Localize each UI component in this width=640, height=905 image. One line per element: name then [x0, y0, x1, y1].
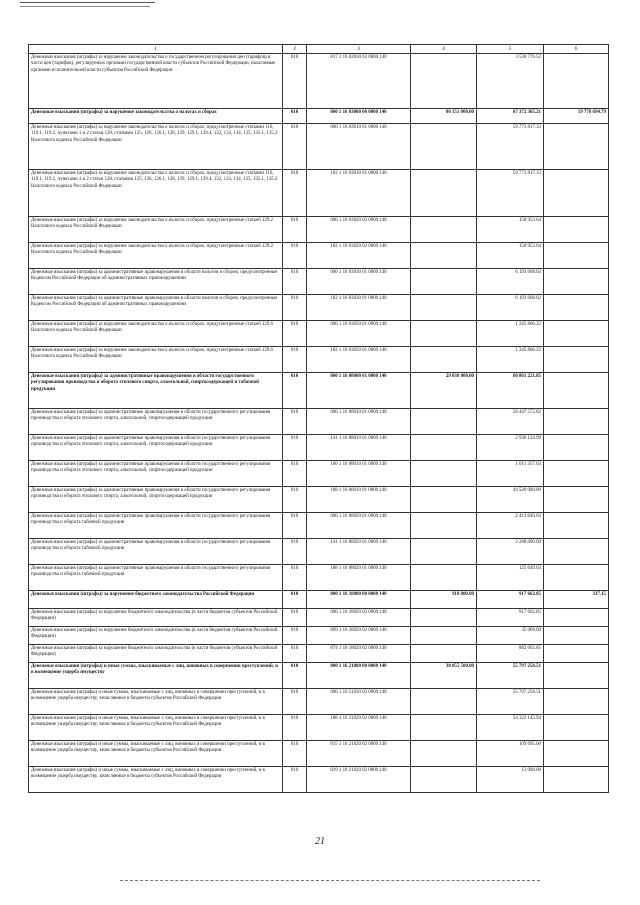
- row-unexecuted-amount: [544, 689, 609, 715]
- row-approved-amount: [411, 409, 477, 435]
- table-row: [29, 409, 609, 435]
- row-executed-amount: 35 000.00: [477, 627, 544, 645]
- row-executed-amount: 109 695.00: [477, 741, 544, 767]
- row-approved-amount: [411, 124, 477, 170]
- table-row: [29, 124, 609, 170]
- row-executed-amount: 6 193 668.02: [477, 295, 544, 321]
- row-name: Денежные взыскания (штрафы) за нарушение законодательства о налогах и сборах, предусмотренные статьей 129.2 Налогового кодекса Российской Федерации: [29, 243, 283, 269]
- row-approved-amount: [411, 513, 477, 539]
- row-budget-code: 141 1 16 08010 01 0000 140: [307, 435, 411, 461]
- row-name: Денежные взыскания (штрафы) за административные правонарушения в области государственного регулирования производства и оборота этилового спирта, алкогольной, спиртосодержащей и табачной продукции: [29, 373, 283, 409]
- row-line-code: 010: [283, 767, 307, 793]
- row-budget-code: 817 1 16 02030 02 0000 140: [307, 54, 411, 109]
- row-line-code: 010: [283, 321, 307, 347]
- row-approved-amount: 86 151 000.00: [411, 109, 477, 124]
- row-line-code: 010: [283, 409, 307, 435]
- row-budget-code: 000 1 16 21020 02 0000 140: [307, 689, 411, 715]
- row-budget-code: 141 1 16 08020 01 0000 140: [307, 539, 411, 565]
- row-unexecuted-amount: [544, 321, 609, 347]
- row-name: Денежные взыскания (штрафы) за административные правонарушения в области государственного регулирования производства и оборота этилового спирта, алкогольной, спиртосодержащей продукции: [29, 487, 283, 513]
- row-executed-amount: 2 413 649.03: [477, 513, 544, 539]
- table-row: [29, 565, 609, 591]
- row-budget-code: 000 1 16 21000 00 0000 140: [307, 663, 411, 689]
- row-approved-amount: [411, 715, 477, 741]
- row-line-code: 010: [283, 109, 307, 124]
- row-executed-amount: 917 662.85: [477, 609, 544, 627]
- row-line-code: 010: [283, 565, 307, 591]
- row-executed-amount: 44 520 080.80: [477, 487, 544, 513]
- row-executed-amount: 3 530 776.52: [477, 54, 544, 109]
- row-budget-code: 000 1 16 03030 01 0000 140: [307, 269, 411, 295]
- row-approved-amount: [411, 609, 477, 627]
- table-row: [29, 54, 609, 109]
- row-budget-code: 160 1 16 08010 01 0000 140: [307, 461, 411, 487]
- column-header-4: 4: [411, 45, 477, 54]
- table-row: [29, 741, 609, 767]
- row-line-code: 010: [283, 539, 307, 565]
- column-header-3: 3: [307, 45, 411, 54]
- row-name: Денежные взыскания (штрафы) за административные правонарушения в области государственного регулирования производства и оборота этилового спирта, алкогольной, спиртосодержащей продукции: [29, 461, 283, 487]
- row-executed-amount: 54 322 145.94: [477, 715, 544, 741]
- row-name: Денежные взыскания (штрафы) за административные правонарушения в области налогов и сборов, предусмотренные Кодексом Российской Федерации об административных правонарушениях: [29, 295, 283, 321]
- row-budget-code: 182 1 16 03010 01 0000 140: [307, 170, 411, 217]
- row-name: Денежные взыскания (штрафы) и иные суммы, взыскиваемые с лиц, виновных в совершении преступлений, и в возмещение ущерба имуществу, зачисляемые в бюджеты субъектов Российской Федерации: [29, 767, 283, 793]
- row-budget-code: 188 1 16 21020 02 0000 140: [307, 715, 411, 741]
- row-line-code: 010: [283, 663, 307, 689]
- row-name: Денежные взыскания (штрафы) за нарушение бюджетного законодательства Российской Федерации: [29, 591, 283, 609]
- row-line-code: 010: [283, 243, 307, 269]
- row-unexecuted-amount: [544, 461, 609, 487]
- row-approved-amount: 918 000.00: [411, 591, 477, 609]
- row-budget-code: 815 1 16 21020 02 0000 140: [307, 741, 411, 767]
- row-name: Денежные взыскания (штрафы) и иные суммы, взыскиваемые с лиц, виновных в совершении преступлений, и в возмещение ущерба имуществу, зачисляемые в бюджеты субъектов Российской Федерации: [29, 689, 283, 715]
- row-executed-amount: 125 649.03: [477, 565, 544, 591]
- table-row: [29, 627, 609, 645]
- row-executed-amount: 1 245 866.22: [477, 347, 544, 373]
- row-executed-amount: 13 000.00: [477, 767, 544, 793]
- row-unexecuted-amount: [544, 295, 609, 321]
- row-executed-amount: 59 773 817.33: [477, 124, 544, 170]
- row-name: Денежные взыскания (штрафы) и иные суммы, взыскиваемые с лиц, виновных в совершении преступлений, и в возмещение ущерба имуществу: [29, 663, 283, 689]
- table-row: [29, 243, 609, 269]
- row-budget-code: 188 1 16 08010 01 0000 140: [307, 487, 411, 513]
- row-unexecuted-amount: [544, 565, 609, 591]
- row-unexecuted-amount: [544, 645, 609, 663]
- row-executed-amount: 1 011 357.03: [477, 461, 544, 487]
- row-executed-amount: 1 245 866.22: [477, 321, 544, 347]
- row-name: Денежные взыскания (штрафы) за нарушение законодательства о налогах и сборах, предусмотренные статьей 129.6 Налогового кодекса Российской Федерации: [29, 347, 283, 373]
- row-line-code: 010: [283, 124, 307, 170]
- row-budget-code: 000 1 16 18000 00 0000 140: [307, 591, 411, 609]
- row-approved-amount: [411, 347, 477, 373]
- row-budget-code: 182 1 16 03020 02 0000 140: [307, 243, 411, 269]
- row-budget-code: 182 1 16 03030 01 0000 140: [307, 295, 411, 321]
- row-budget-code: 000 1 16 03000 00 0000 140: [307, 109, 411, 124]
- row-name: Денежные взыскания (штрафы) за административные правонарушения в области государственного регулирования производства и оборота табачной продукции: [29, 539, 283, 565]
- row-executed-amount: 60 861 221.85: [477, 373, 544, 409]
- row-budget-code: 000 1 16 03050 01 0000 140: [307, 321, 411, 347]
- row-executed-amount: 2 936 134.99: [477, 435, 544, 461]
- row-unexecuted-amount: [544, 347, 609, 373]
- row-unexecuted-amount: [544, 663, 609, 689]
- row-approved-amount: [411, 689, 477, 715]
- table-header-row: [29, 45, 609, 54]
- row-unexecuted-amount: [544, 269, 609, 295]
- table-body: [29, 54, 609, 793]
- row-approved-amount: [411, 243, 477, 269]
- table-row: [29, 461, 609, 487]
- row-line-code: 010: [283, 435, 307, 461]
- row-executed-amount: 2 288 000.00: [477, 539, 544, 565]
- row-line-code: 010: [283, 741, 307, 767]
- row-unexecuted-amount: [544, 373, 609, 409]
- row-approved-amount: [411, 295, 477, 321]
- table-row: [29, 295, 609, 321]
- table-row: [29, 321, 609, 347]
- row-unexecuted-amount: [544, 243, 609, 269]
- row-line-code: 010: [283, 487, 307, 513]
- table-row: [29, 645, 609, 663]
- row-line-code: 010: [283, 373, 307, 409]
- row-executed-amount: 55 797 256.51: [477, 663, 544, 689]
- row-name: Денежные взыскания (штрафы) за нарушение бюджетного законодательства (в части бюджетов субъектов Российской Федерации): [29, 609, 283, 627]
- row-budget-code: 000 1 16 18020 02 0000 140: [307, 609, 411, 627]
- row-executed-amount: 67 372 305.21: [477, 109, 544, 124]
- row-name: Денежные взыскания (штрафы) и иные суммы, взыскиваемые с лиц, виновных в совершении преступлений, и в возмещение ущерба имуществу, зачисляемые в бюджеты субъектов Российской Федерации: [29, 741, 283, 767]
- row-approved-amount: [411, 54, 477, 109]
- table-row: [29, 109, 609, 124]
- table-row: [29, 663, 609, 689]
- row-name: Денежные взыскания (штрафы) за нарушение законодательства о налогах и сборах, предусмотренные статьей 129.2 Налогового кодекса Российской Федерации: [29, 217, 283, 243]
- table-row: [29, 689, 609, 715]
- row-budget-code: 874 1 16 18020 02 0000 140: [307, 645, 411, 663]
- table-row: [29, 435, 609, 461]
- row-line-code: 010: [283, 645, 307, 663]
- row-name: Денежные взыскания (штрафы) за нарушение законодательства о налогах и сборах, предусмотренные статьями 116, 119.1, 119.2, пунктами 1 и 2 статьи 120, статьями 125, 126, 126.1, 128, 129, 129.1, 129.4, 132, 133, 134, 135, 135.1, 135.2 Налогового кодекса Российской Федерации: [29, 170, 283, 217]
- table-row: [29, 715, 609, 741]
- row-executed-amount: 882 662.85: [477, 645, 544, 663]
- table-row: [29, 347, 609, 373]
- row-approved-amount: [411, 217, 477, 243]
- row-name: Денежные взыскания (штрафы) за нарушение законодательства о налогах и сборах: [29, 109, 283, 124]
- row-line-code: 010: [283, 54, 307, 109]
- row-line-code: 010: [283, 170, 307, 217]
- row-approved-amount: [411, 435, 477, 461]
- row-name: Денежные взыскания (штрафы) за нарушение законодательства о налогах и сборах, предусмотренные статьями 116, 119.1, 119.2, пунктами 1 и 2 статьи 120, статьями 125, 126, 126.1, 128, 129, 129.1, 129.4, 132, 133, 134, 135, 135.1, 135.2 Налогового кодекса Российской Федерации: [29, 124, 283, 170]
- table-row: [29, 767, 609, 793]
- row-executed-amount: 55 797 256.51: [477, 689, 544, 715]
- row-unexecuted-amount: [544, 54, 609, 109]
- row-name: Денежные взыскания (штрафы) за административные правонарушения в области налогов и сборов, предусмотренные Кодексом Российской Федерации об административных правонарушениях: [29, 269, 283, 295]
- column-header-6: 6: [544, 45, 609, 54]
- row-line-code: 010: [283, 513, 307, 539]
- row-name: Денежные взыскания (штрафы) за административные правонарушения в области государственного регулирования производства и оборота табачной продукции: [29, 513, 283, 539]
- row-approved-amount: [411, 741, 477, 767]
- row-line-code: 010: [283, 461, 307, 487]
- row-name: Денежные взыскания (штрафы) за административные правонарушения в области государственного регулирования производства и оборота этилового спирта, алкогольной, спиртосодержащей продукции: [29, 435, 283, 461]
- row-line-code: 010: [283, 689, 307, 715]
- row-budget-code: 000 1 16 08020 01 0000 140: [307, 513, 411, 539]
- row-name: Денежные взыскания (штрафы) за нарушение бюджетного законодательства (в части бюджетов субъектов Российской Федерации): [29, 645, 283, 663]
- row-name: Денежные взыскания (штрафы) за нарушение законодательства о государственном регулировании цен (тарифов) в части цен (тарифов), регулируемых органами государственной власти субъектов Российской Федерации, налагаемые органами исполнительной власти субъектов Российской Федерации: [29, 54, 283, 109]
- column-header-2: 2: [283, 45, 307, 54]
- row-budget-code: 182 1 16 03050 01 0000 140: [307, 347, 411, 373]
- row-line-code: 010: [283, 627, 307, 645]
- row-approved-amount: [411, 487, 477, 513]
- row-executed-amount: 158 953.64: [477, 217, 544, 243]
- row-approved-amount: [411, 565, 477, 591]
- row-unexecuted-amount: [544, 741, 609, 767]
- row-budget-code: 000 1 16 08010 01 0000 140: [307, 409, 411, 435]
- column-header-5: 5: [477, 45, 544, 54]
- footer-scan-marks: [120, 880, 540, 883]
- row-name: Денежные взыскания (штрафы) за нарушение бюджетного законодательства (в части бюджетов субъектов Российской Федерации): [29, 627, 283, 645]
- top-rule-secondary: [20, 6, 150, 7]
- row-name: Денежные взыскания (штрафы) и иные суммы, взыскиваемые с лиц, виновных в совершении преступлений, и в возмещение ущерба имуществу, зачисляемые в бюджеты субъектов Российской Федерации: [29, 715, 283, 741]
- row-unexecuted-amount: [544, 124, 609, 170]
- row-unexecuted-amount: [544, 715, 609, 741]
- row-unexecuted-amount: [544, 767, 609, 793]
- top-rule: [20, 2, 155, 3]
- row-executed-amount: 58 447 572.82: [477, 409, 544, 435]
- row-unexecuted-amount: [544, 513, 609, 539]
- row-approved-amount: [411, 170, 477, 217]
- table-row: [29, 269, 609, 295]
- row-executed-amount: 59 773 817.33: [477, 170, 544, 217]
- row-budget-code: 188 1 16 08020 01 0000 140: [307, 565, 411, 591]
- row-budget-code: 819 1 16 21020 02 0000 140: [307, 767, 411, 793]
- row-approved-amount: [411, 539, 477, 565]
- row-approved-amount: [411, 321, 477, 347]
- row-budget-code: 000 1 16 03020 02 0000 140: [307, 217, 411, 243]
- table-row: [29, 539, 609, 565]
- row-unexecuted-amount: [544, 435, 609, 461]
- row-line-code: 010: [283, 347, 307, 373]
- row-unexecuted-amount: [544, 609, 609, 627]
- column-header-1: 1: [29, 45, 283, 54]
- row-approved-amount: [411, 645, 477, 663]
- row-unexecuted-amount: [544, 170, 609, 217]
- row-line-code: 010: [283, 591, 307, 609]
- row-line-code: 010: [283, 609, 307, 627]
- table-row: [29, 513, 609, 539]
- row-line-code: 010: [283, 715, 307, 741]
- row-executed-amount: 917 662.85: [477, 591, 544, 609]
- row-approved-amount: 29 038 000.00: [411, 373, 477, 409]
- table-row: [29, 170, 609, 217]
- table-row: [29, 487, 609, 513]
- row-unexecuted-amount: [544, 539, 609, 565]
- row-unexecuted-amount: 337.15: [544, 591, 609, 609]
- table-row: [29, 609, 609, 627]
- table-row: [29, 591, 609, 609]
- row-approved-amount: [411, 461, 477, 487]
- row-name: Денежные взыскания (штрафы) за нарушение законодательства о налогах и сборах, предусмотренные статьей 129.6 Налогового кодекса Российской Федерации: [29, 321, 283, 347]
- row-unexecuted-amount: [544, 487, 609, 513]
- row-name: Денежные взыскания (штрафы) за административные правонарушения в области государственного регулирования производства и оборота табачной продукции: [29, 565, 283, 591]
- row-unexecuted-amount: [544, 627, 609, 645]
- row-executed-amount: 158 953.64: [477, 243, 544, 269]
- row-unexecuted-amount: [544, 217, 609, 243]
- row-name: Денежные взыскания (штрафы) за административные правонарушения в области государственного регулирования производства и оборота этилового спирта, алкогольной, спиртосодержащей продукции: [29, 409, 283, 435]
- row-approved-amount: [411, 269, 477, 295]
- row-unexecuted-amount: 19 778 694.79: [544, 109, 609, 124]
- row-approved-amount: [411, 627, 477, 645]
- row-approved-amount: 30 055 500.00: [411, 663, 477, 689]
- row-line-code: 010: [283, 295, 307, 321]
- page-number: 21: [315, 836, 325, 847]
- row-budget-code: 000 1 16 03010 01 0000 140: [307, 124, 411, 170]
- table-row: [29, 373, 609, 409]
- row-budget-code: 809 1 16 18020 02 0000 140: [307, 627, 411, 645]
- row-budget-code: 000 1 16 08000 01 0000 140: [307, 373, 411, 409]
- row-approved-amount: [411, 767, 477, 793]
- row-line-code: 010: [283, 269, 307, 295]
- row-executed-amount: 6 193 668.02: [477, 269, 544, 295]
- row-line-code: 010: [283, 217, 307, 243]
- row-unexecuted-amount: [544, 409, 609, 435]
- table-row: [29, 217, 609, 243]
- revenue-execution-table: [28, 44, 609, 793]
